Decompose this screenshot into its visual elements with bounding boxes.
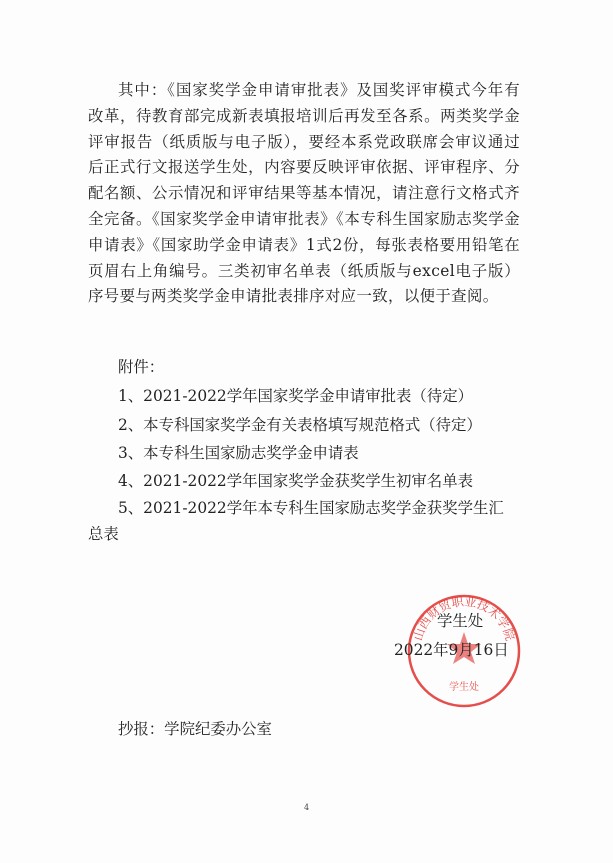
stamp-inner-text: 学生处	[449, 682, 479, 693]
body-paragraph: 其中：《国家奖学金申请审批表》及国奖评审模式今年有改革，待教育部完成新表填报培训后再发至各系。两类奖学金评审报告（纸质版与电子版），要经本系党政联席会审议通过后正式行文报送学生处，内容要反映评审依据、评审程序、分配名额、公示情况和评审结果等基本情况，请注意行文格式齐全完备。《国家奖学金申请审批表》《本专科生国家励志奖学金申请表》《国家助学金申请表》1式2份，每张表格要用铅笔在页眉右上角编号。三类初审名单表（纸质版与excel电子版）序号要与两类奖学金申请批表排序对应一致，以便于查阅。	[88, 81, 520, 306]
stamp-outer-text: 山西财贸职业技术学院	[410, 594, 518, 643]
attachments-label: 附件：	[118, 358, 165, 376]
issue-date: 2022年9月16日	[394, 641, 509, 659]
attachment-item: 4、2021-2022学年国家奖学金获奖学生初审名单表	[118, 472, 473, 490]
page-number: 4	[303, 803, 310, 812]
attachment-item: 3、本专科生国家励志奖学金申请表	[118, 444, 359, 462]
cc-line: 抄报：学院纪委办公室	[118, 720, 272, 738]
attachment-item-continued: 总表	[88, 525, 119, 543]
attachment-item: 5、2021-2022学年本专科生国家励志奖学金获奖学生汇	[118, 499, 504, 517]
issuing-office: 学生处	[437, 612, 484, 630]
attachment-item: 1、2021-2022学年国家奖学金申请审批表（待定）	[118, 387, 473, 405]
attachment-item: 2、本专科国家奖学金有关表格填写规范格式（待定）	[118, 416, 482, 434]
